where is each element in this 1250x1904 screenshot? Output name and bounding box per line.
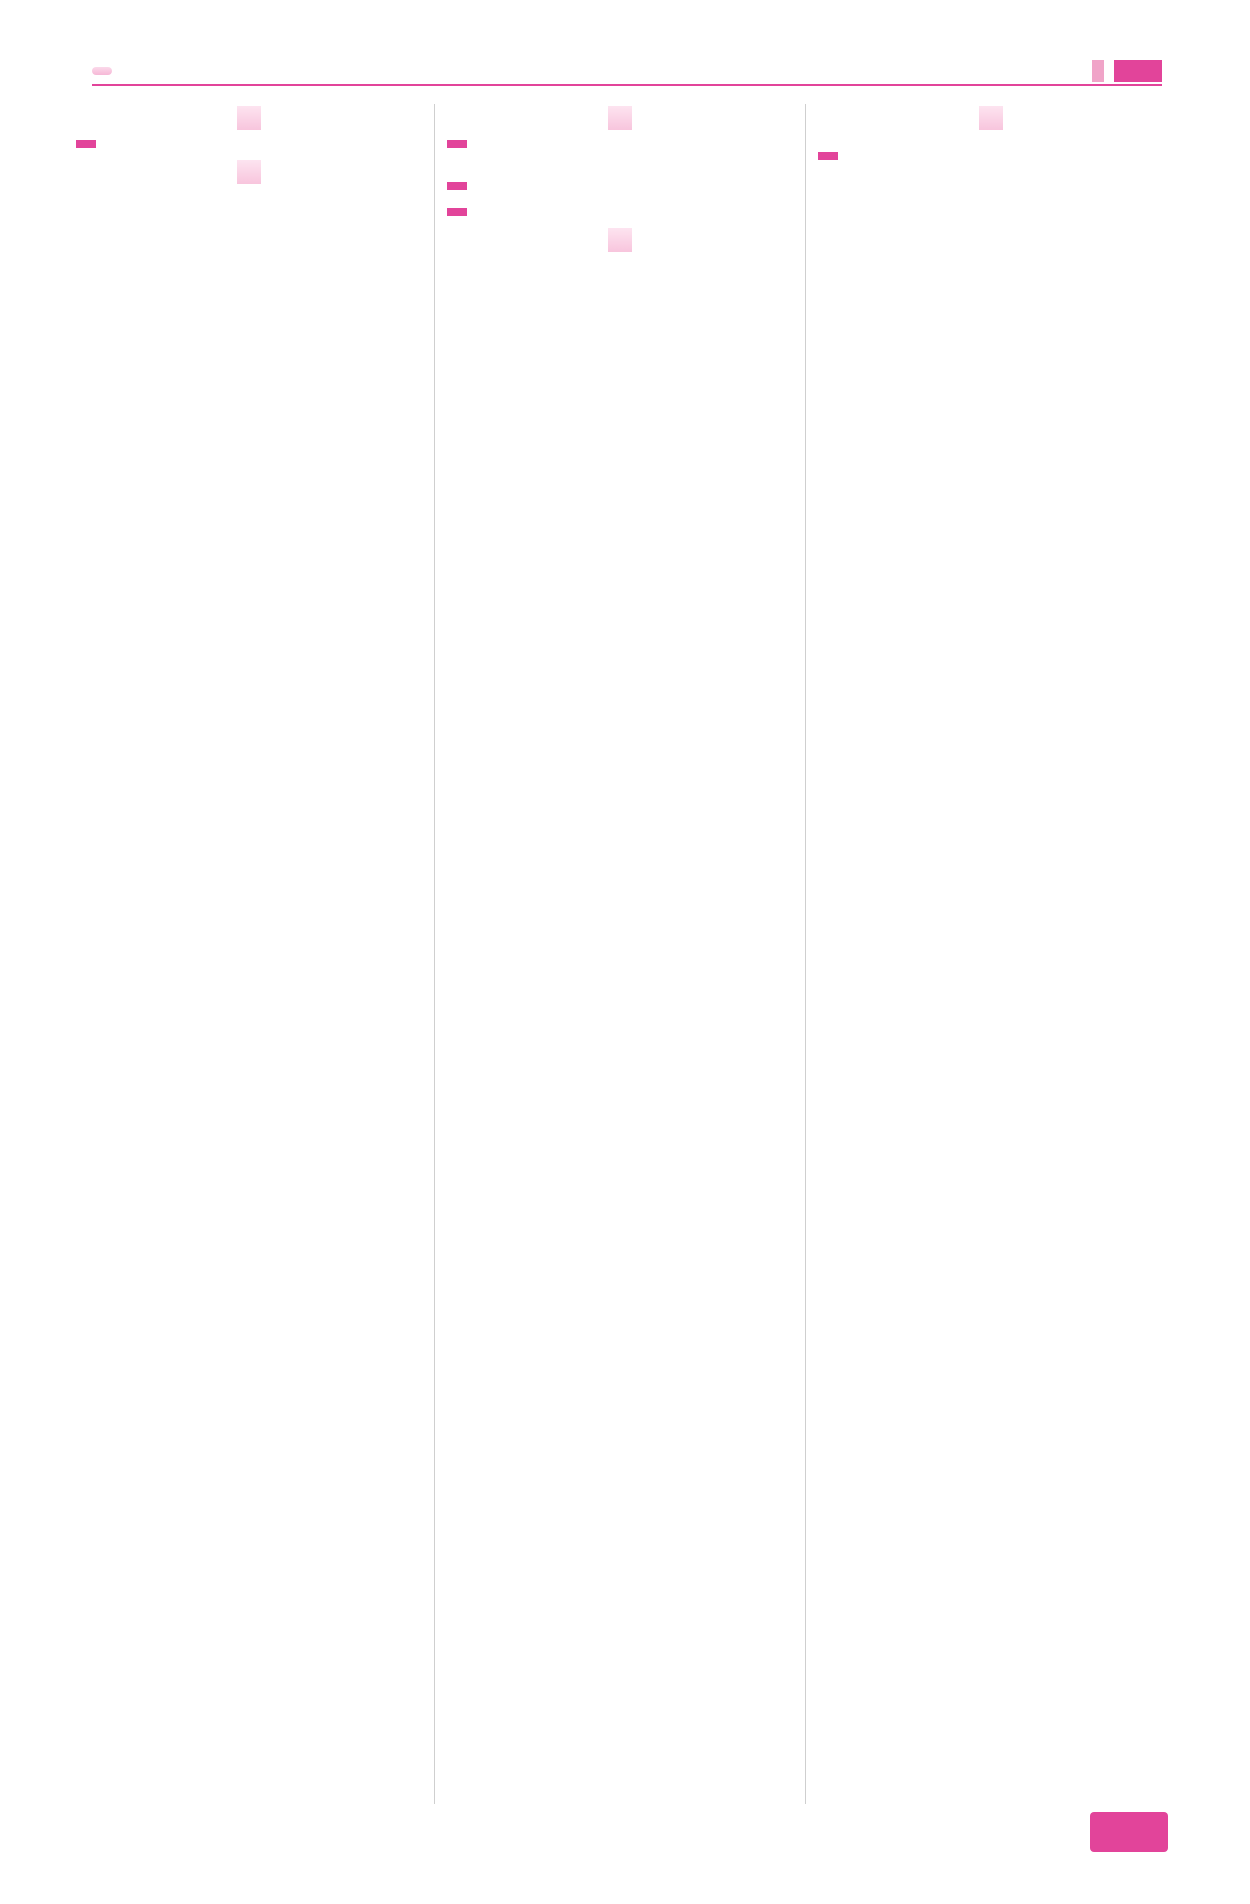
subsection-label-text xyxy=(608,228,632,252)
subsection-label xyxy=(76,108,422,128)
column-3 xyxy=(818,104,1164,170)
subsection-label-text xyxy=(979,106,1003,130)
header-decor-block xyxy=(1092,60,1104,82)
page-number xyxy=(1090,1812,1168,1852)
answer-item xyxy=(76,217,422,248)
group-banner xyxy=(447,208,467,216)
header-rule xyxy=(92,84,1162,86)
group-banner xyxy=(818,152,838,160)
subsection-label-text xyxy=(237,160,261,184)
subsection-label xyxy=(76,162,422,182)
column-divider xyxy=(805,104,806,1804)
subsection-label-text xyxy=(608,106,632,130)
header-decor-bar xyxy=(1114,60,1162,82)
column-divider xyxy=(434,104,435,1804)
group-banner xyxy=(447,182,467,190)
subsection-label xyxy=(447,230,793,250)
header-left-label xyxy=(92,67,112,75)
column-2 xyxy=(447,104,793,254)
group-banner xyxy=(76,140,96,148)
subsection-label xyxy=(447,108,793,128)
column-1 xyxy=(76,104,422,247)
answer-item xyxy=(76,186,422,217)
subsection-label-text xyxy=(237,106,261,130)
subsection-label xyxy=(818,108,1164,128)
group-banner xyxy=(447,140,467,148)
